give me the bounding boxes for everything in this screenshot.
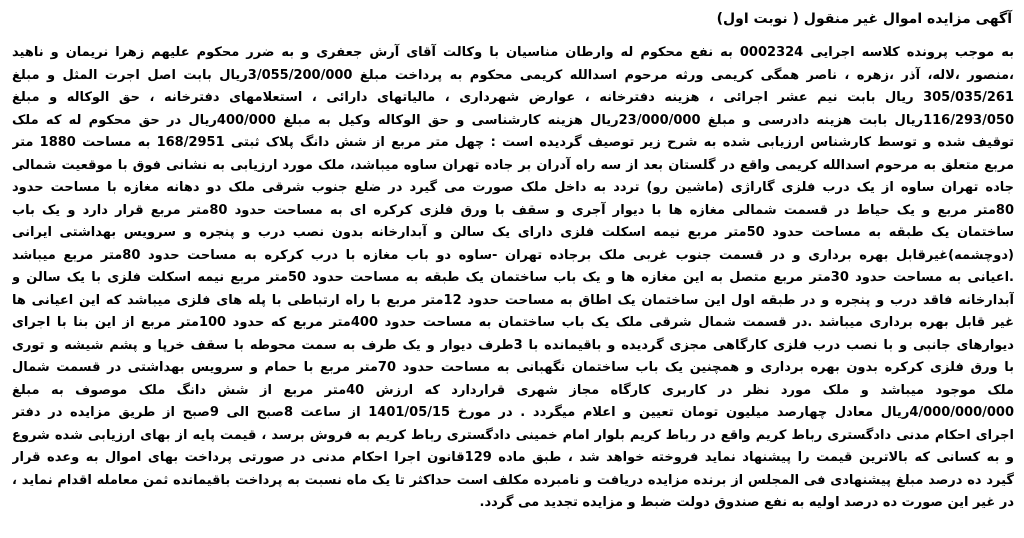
notice-line: 4/000/000/000ریال معادل چهارصد میلیون تومان تعیین و اعلام میگردد . در مورخ 1401/05/15 از ساعت 8صبح الی 9صبح از طریق مزایده در دفتر: [12, 405, 1014, 420]
notice-line: با ورق فلزی کرکره بدون بهره برداری و همچنین یک باب ساختمان نگهبانی به مساحت حدود 70متر مربع با حمام و سرویس بهداشتی در قسمت شمال: [12, 360, 1014, 375]
notice-line: ،منصور ،لاله، آذر ،زهره ، ناصر همگی کریمی ورثه مرحوم اسدالله کریمی محکوم به پرداخت مبلغ 3/055/200/000ریال بابت اصل اجرت المثل و مبلغ: [12, 67, 1014, 83]
notice-line: در غیر این صورت ده درصد اولیه به نفع صندوق دولت ضبط و مزایده تجدید می گردد.: [479, 495, 1014, 510]
notice-line: آبدارخانه فاقد درب و پنجره و در طبقه اول این ساختمان یک اطاق به مساحت حدود 12متر مربع با راه ارتباطی با پله های فلزی میباشد که این اعیانی ها: [12, 292, 1014, 308]
notice-line: اجرای احکام مدنی دادگستری رباط کریم واقع در رباط کریم بلوار امام خمینی دادگستری رباط کریم به فروش برسد ، قیمت پایه از بهای ارزیابی شده شروع: [12, 427, 1014, 443]
notice-line: (دوچشمه)غیرقابل بهره برداری و در قسمت جنوب غربی ملک برجاده تهران -ساوه دو باب مغازه با درب کرکره به مساحت حدود 80متر مربع میباشد: [12, 247, 1014, 263]
notice-line: گیرد ده درصد مبلغ پیشنهادی فی المجلس از برنده مزایده دریافت و نامبرده مکلف است حداکثر تا یک ماه نسبت به پرداخت باقیمانده ثمن معامله اقدام نماید ،: [12, 472, 1014, 488]
notice-line: غیر قابل بهره برداری میباشد .در قسمت شمال شرقی ملک یک باب ساختمان به مساحت حدود 400متر مربع که حدود 100متر مربع از این بنا با اجرای: [12, 315, 1014, 330]
notice-line: به موجب پرونده کلاسه اجرایی 0002324 به نفع محکوم له وارطان مناسیان با وکالت آقای آرش جعفری و به ضرر محکوم علیهم زهرا نریمان و ناهید: [12, 45, 1014, 60]
notice-line: جاده تهران ساوه از یک درب فلزی گاراژی (ماشین رو) تردد به داخل ملک صورت می گیرد در ضلع جنوب شرقی ملک دو دهانه مغازه با مساحت حدود: [12, 180, 1014, 195]
notice-body: [12, 42, 1014, 515]
notice-line: و به کسانی که بالاترین قیمت را پیشنهاد نماید فروخته خواهد شد ، طبق ماده 129قانون اجرا احکام مدنی در صورتی پرداخت بهای اموال به وعده قرار: [12, 450, 1014, 465]
notice-line: دیوارهای جانبی و با نصب درب فلزی کارگاهی مجزی گردیده و باقیمانده با 3طرف دیوار و یک طرف به سمت محوطه با سقف خرپا و پشم شیشه و توری: [12, 337, 1014, 353]
notice-line: توقیف شده و توسط کارشناس ارزیابی شده به شرح زیر توصیف گردیده است : چهل متر مربع از شش دانگ پلاک ثبتی 168/2951 به مساحت 1880 متر: [12, 135, 1014, 150]
notice-line: 80متر مربع و یک حیاط در قسمت شمالی مغازه ها با دیوار آجری و سقف با ورق فلزی کرکره ای به مساحت حدود 80متر مربع قرار دارد و یک باب: [12, 202, 1014, 218]
notice-line: 116/293/050ریال بابت هزینه دادرسی و مبلغ 23/000/000ریال هزینه کارشناسی و حق الوکاله وکیل به مبلغ 400/000ریال در حق محکوم له که ملک: [12, 112, 1014, 128]
notice-line: ساختمان یک طبقه به مساحت حدود 50متر مربع نیمه اسکلت فلزی دارای یک سالن و آبدارخانه بدون نصب درب و پنجره و سرویس بهداشتی ایرانی: [12, 225, 1014, 240]
notice-title: آگهی مزایده اموال غیر منقول ( نوبت اول): [716, 11, 1012, 27]
notice-line: مربع متعلق به مرحوم اسدالله کریمی واقع در گلستان بعد از سه راه آدران بر جاده تهران ساوه میباشد، ملک مورد ارزیابی به نشانی فوق با موقعیت شمالی: [12, 157, 1014, 173]
notice-line: ملک موجود میباشد و ملک مورد نظر در کاربری کارگاه مجاز شهری قراردارد که ارزش 40متر مربع از شش دانگ ملک موصوف به مبلغ: [12, 382, 1014, 398]
notice-line: .اعیانی به مساحت حدود 30متر مربع متصل به این مغازه ها و یک باب ساختمان یک طبقه به مساحت حدود 50متر مربع نیمه اسکلت فلزی با یک سالن و: [12, 270, 1014, 285]
notice-line: 305/035/261 ریال بابت نیم عشر اجرائی ، هزینه دفترخانه ، عوارض شهرداری ، مالیاتهای دارائی ، استعلامهای دفترخانه ، حق الوکاله و مبلغ: [12, 90, 1014, 105]
